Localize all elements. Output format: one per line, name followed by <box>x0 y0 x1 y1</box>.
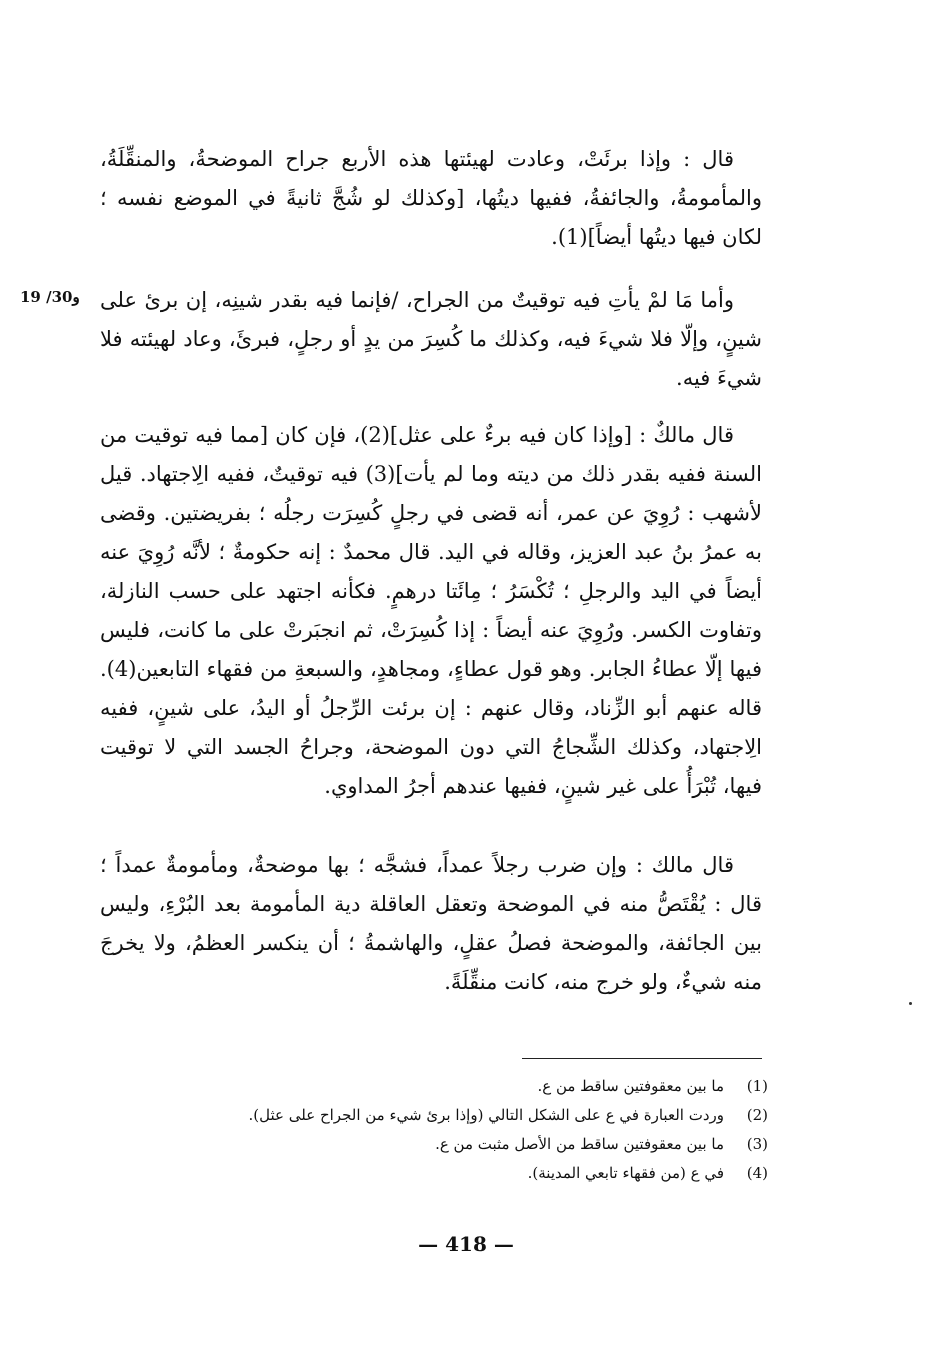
paragraph-1: قال : وإذا برئَتْ، وعادت لهيئتها هذه الأربع جراح الموضحةُ، والمنقِّلَةُ، والمأمومةُ، والجائفةُ، ففيها ديتُها، [وكذلك لو شُجَّ ثانيةً في الموضع نفسه ؛ لكان فيها ديتُها أيضاً](1). <box>100 147 762 249</box>
footnote-1 <box>200 1072 768 1101</box>
footnote-3 <box>200 1130 768 1159</box>
paragraph-2-block <box>100 281 762 398</box>
footnote-number: (3) <box>746 1135 768 1153</box>
paragraph-4-block <box>100 846 762 1002</box>
manuscript-folio-note: 19 /30و <box>20 288 80 306</box>
scan-speck <box>909 1002 912 1005</box>
footnote-number: (2) <box>746 1106 768 1124</box>
footnote-number: (4) <box>746 1164 768 1182</box>
footnote-text: وردت العبارة في ع على الشكل التالي (وإذا برئ شيء من الجراح على عثل). <box>248 1106 724 1124</box>
footnote-text: في ع (من فقهاء تابعي المدينة). <box>527 1164 724 1182</box>
footnote-2 <box>200 1101 768 1130</box>
paragraph-4: قال مالك : وإن ضرب رجلاً عمداً، فشجَّه ؛ بها موضحةٌ، ومأمومةٌ عمداً ؛ قال : يُقْتَصُّ منه في الموضحة وتعقل العاقلة دية المأمومة بعد البُرْءِ، وليس بين الجائفة، والموضحة فصلُ عقلٍ، والهاشمةُ ؛ أن ينكسر العظمُ، ولا يخرجَ منه شيءٌ، ولو خرج منه، كانت منقِّلَةً. <box>100 853 762 994</box>
paragraph-3: قال مالكٌ : [وإذا كان فيه برءٌ على عثل](2)، فإن كان [مما فيه توقيت من السنة ففيه بقدر ذلك من ديته وما لم يأت](3) فيه توقيتٌ، ففيه الِاجتهاد. قيل لأشهب : رُوِيَ عن عمر، أنه قضى في رجلٍ كُسِرَت رجلُه ؛ بفريضتين. وقضى به عمرُ بنُ عبد العزيز، وقاله في اليد. قال محمدٌ : إنه حكومةٌ ؛ لأنَّه رُوِيَ عنه أيضاً في اليد والرجلِ ؛ تُكْسَرُ ؛ مِائَتا درهمٍ. فكأنه اجتهد على حسب النازلة، وتفاوت الكسر. ورُوِيَ عنه أيضاً : إذا كُسِرَتْ، ثم انجبَرتْ على ما كانت، فليس فيها إلّا عطاءُ الجابر. وهو قول عطاءٍ، ومجاهدٍ، والسبعةِ من فقهاء التابعين(4). قاله عنهم أبو الزِّناد، وقال عنهم : إن برئت الرِّجلُ أو اليدُ، على شينٍ، ففيه الِاجتهاد، وكذلك الشِّجاجُ التي دون الموضحة، وجراحُ الجسد التي لا توقيت فيها، تُبْرَأُ على غير شينٍ، ففيها عندهم أجرُ المداوي. <box>100 423 762 798</box>
footnote-divider <box>522 1058 762 1059</box>
footnote-text: ما بين معقوفتين ساقط من الأصل مثبت من ع. <box>435 1135 724 1153</box>
paragraph-1-block <box>100 140 762 257</box>
paragraph-2: وأما مَا لمْ يأتِ فيه توقيتٌ من الجراح، /فإنما فيه بقدر شينِه، إن برئ على شينٍ، وإلّا فلا شيءَ فيه، وكذلك ما كُسِرَ من يدٍ أو رجلٍ، فبرئَ، وعاد لهيئته فلا شيءَ فيه. <box>100 288 762 390</box>
footnotes-list <box>200 1072 768 1188</box>
footnote-4 <box>200 1159 768 1188</box>
paragraph-3-block <box>100 416 762 806</box>
footnote-text: ما بين معقوفتين ساقط من ع. <box>537 1077 724 1095</box>
footnote-number: (1) <box>746 1077 768 1095</box>
page-number: — 418 — <box>418 1232 514 1256</box>
